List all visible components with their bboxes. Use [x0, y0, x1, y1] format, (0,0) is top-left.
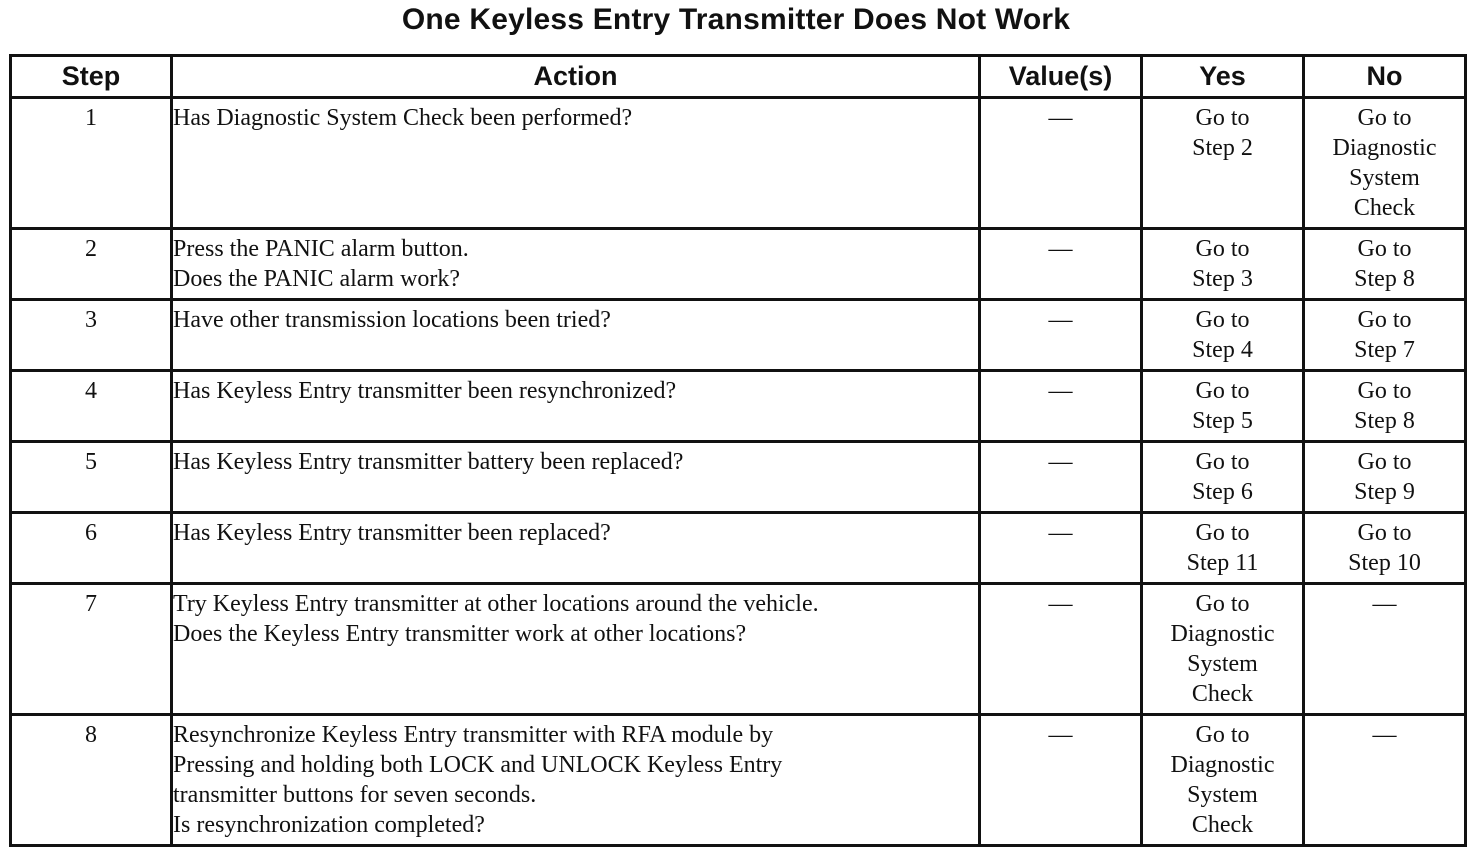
- table-row: [11, 98, 1466, 229]
- action-text: Has Diagnostic System Check been performed?: [173, 105, 633, 131]
- action-text: Does the PANIC alarm work?: [173, 266, 461, 292]
- table-body: [11, 98, 1466, 846]
- no-text: Go to: [1357, 449, 1412, 475]
- yes-text: Diagnostic: [1170, 752, 1275, 778]
- yes-text: System: [1187, 651, 1258, 677]
- yes-text: Step 11: [1186, 550, 1259, 576]
- step-number: 1: [11, 98, 172, 229]
- yes-text: Go to: [1195, 722, 1250, 748]
- table-row: [11, 584, 1466, 715]
- yes-cell: [1142, 98, 1304, 229]
- header-action: Action: [172, 56, 980, 98]
- value-cell: —: [980, 442, 1142, 513]
- no-text: Go to: [1357, 307, 1412, 333]
- diagnostic-table: [9, 54, 1467, 847]
- step-number: 2: [11, 229, 172, 300]
- no-text: —: [1372, 722, 1397, 748]
- no-text: Step 9: [1354, 479, 1415, 505]
- no-text: Go to: [1357, 236, 1412, 262]
- step-number: 7: [11, 584, 172, 715]
- value-cell: —: [980, 300, 1142, 371]
- no-cell: [1304, 442, 1466, 513]
- table-row: [11, 442, 1466, 513]
- action-cell: [172, 513, 980, 584]
- no-cell: [1304, 715, 1466, 846]
- yes-text: Go to: [1195, 449, 1250, 475]
- no-text: Go to: [1357, 378, 1412, 404]
- action-cell: [172, 300, 980, 371]
- no-text: Step 10: [1348, 550, 1421, 576]
- no-text: System: [1349, 165, 1420, 191]
- action-text: Has Keyless Entry transmitter been replaced?: [173, 520, 611, 546]
- value-cell: —: [980, 371, 1142, 442]
- value-cell: —: [980, 584, 1142, 715]
- table-row: [11, 715, 1466, 846]
- action-text: Has Keyless Entry transmitter been resynchronized?: [173, 378, 677, 404]
- action-text: Does the Keyless Entry transmitter work at other locations?: [173, 621, 747, 647]
- no-text: Go to: [1357, 105, 1412, 131]
- yes-text: Check: [1191, 812, 1254, 838]
- header-step: Step: [11, 56, 172, 98]
- table-row: [11, 371, 1466, 442]
- no-cell: [1304, 98, 1466, 229]
- step-number: 6: [11, 513, 172, 584]
- action-cell: [172, 229, 980, 300]
- yes-text: System: [1187, 782, 1258, 808]
- action-cell: [172, 371, 980, 442]
- no-text: Go to: [1357, 520, 1412, 546]
- action-text: Resynchronize Keyless Entry transmitter with RFA module by: [173, 722, 774, 748]
- page-title: One Keyless Entry Transmitter Does Not Work: [401, 3, 1071, 36]
- table-row: [11, 513, 1466, 584]
- no-cell: [1304, 371, 1466, 442]
- step-number: 3: [11, 300, 172, 371]
- yes-text: Step 3: [1192, 266, 1253, 292]
- yes-cell: [1142, 513, 1304, 584]
- table-row: [11, 229, 1466, 300]
- no-text: Step 7: [1354, 337, 1415, 363]
- no-text: Diagnostic: [1332, 135, 1437, 161]
- value-cell: —: [980, 513, 1142, 584]
- yes-text: Go to: [1195, 520, 1250, 546]
- yes-text: Step 4: [1192, 337, 1253, 363]
- action-text: Press the PANIC alarm button.: [173, 236, 469, 262]
- header-values: Value(s): [980, 56, 1142, 98]
- step-number: 8: [11, 715, 172, 846]
- yes-text: Diagnostic: [1170, 621, 1275, 647]
- yes-text: Go to: [1195, 105, 1250, 131]
- value-cell: —: [980, 98, 1142, 229]
- yes-text: Go to: [1195, 236, 1250, 262]
- yes-cell: [1142, 300, 1304, 371]
- action-text: Is resynchronization completed?: [173, 812, 485, 838]
- yes-text: Step 5: [1192, 408, 1253, 434]
- value-cell: —: [980, 715, 1142, 846]
- yes-text: Go to: [1195, 378, 1250, 404]
- yes-text: Go to: [1195, 591, 1250, 617]
- action-text: Have other transmission locations been tried?: [173, 307, 611, 333]
- step-number: 5: [11, 442, 172, 513]
- no-text: Step 8: [1354, 266, 1415, 292]
- yes-text: Check: [1191, 681, 1254, 707]
- action-text: Pressing and holding both LOCK and UNLOCK Keyless Entry: [173, 752, 783, 778]
- action-text: transmitter buttons for seven seconds.: [173, 782, 537, 808]
- action-cell: [172, 584, 980, 715]
- no-text: Step 8: [1354, 408, 1415, 434]
- yes-text: Step 6: [1192, 479, 1253, 505]
- header-no: No: [1304, 56, 1466, 98]
- no-cell: [1304, 584, 1466, 715]
- no-cell: [1304, 229, 1466, 300]
- step-number: 4: [11, 371, 172, 442]
- no-text: —: [1372, 591, 1397, 617]
- action-text: Has Keyless Entry transmitter battery been replaced?: [173, 449, 684, 475]
- no-cell: [1304, 300, 1466, 371]
- header-row: [11, 56, 1466, 98]
- action-cell: [172, 715, 980, 846]
- no-cell: [1304, 513, 1466, 584]
- header-yes: Yes: [1142, 56, 1304, 98]
- yes-cell: [1142, 371, 1304, 442]
- yes-cell: [1142, 715, 1304, 846]
- action-text: Try Keyless Entry transmitter at other locations around the vehicle.: [173, 591, 819, 617]
- yes-cell: [1142, 229, 1304, 300]
- value-cell: —: [980, 229, 1142, 300]
- no-text: Check: [1353, 195, 1416, 221]
- yes-cell: [1142, 584, 1304, 715]
- action-cell: [172, 98, 980, 229]
- table-row: [11, 300, 1466, 371]
- yes-cell: [1142, 442, 1304, 513]
- yes-text: Step 2: [1192, 135, 1253, 161]
- yes-text: Go to: [1195, 307, 1250, 333]
- action-cell: [172, 442, 980, 513]
